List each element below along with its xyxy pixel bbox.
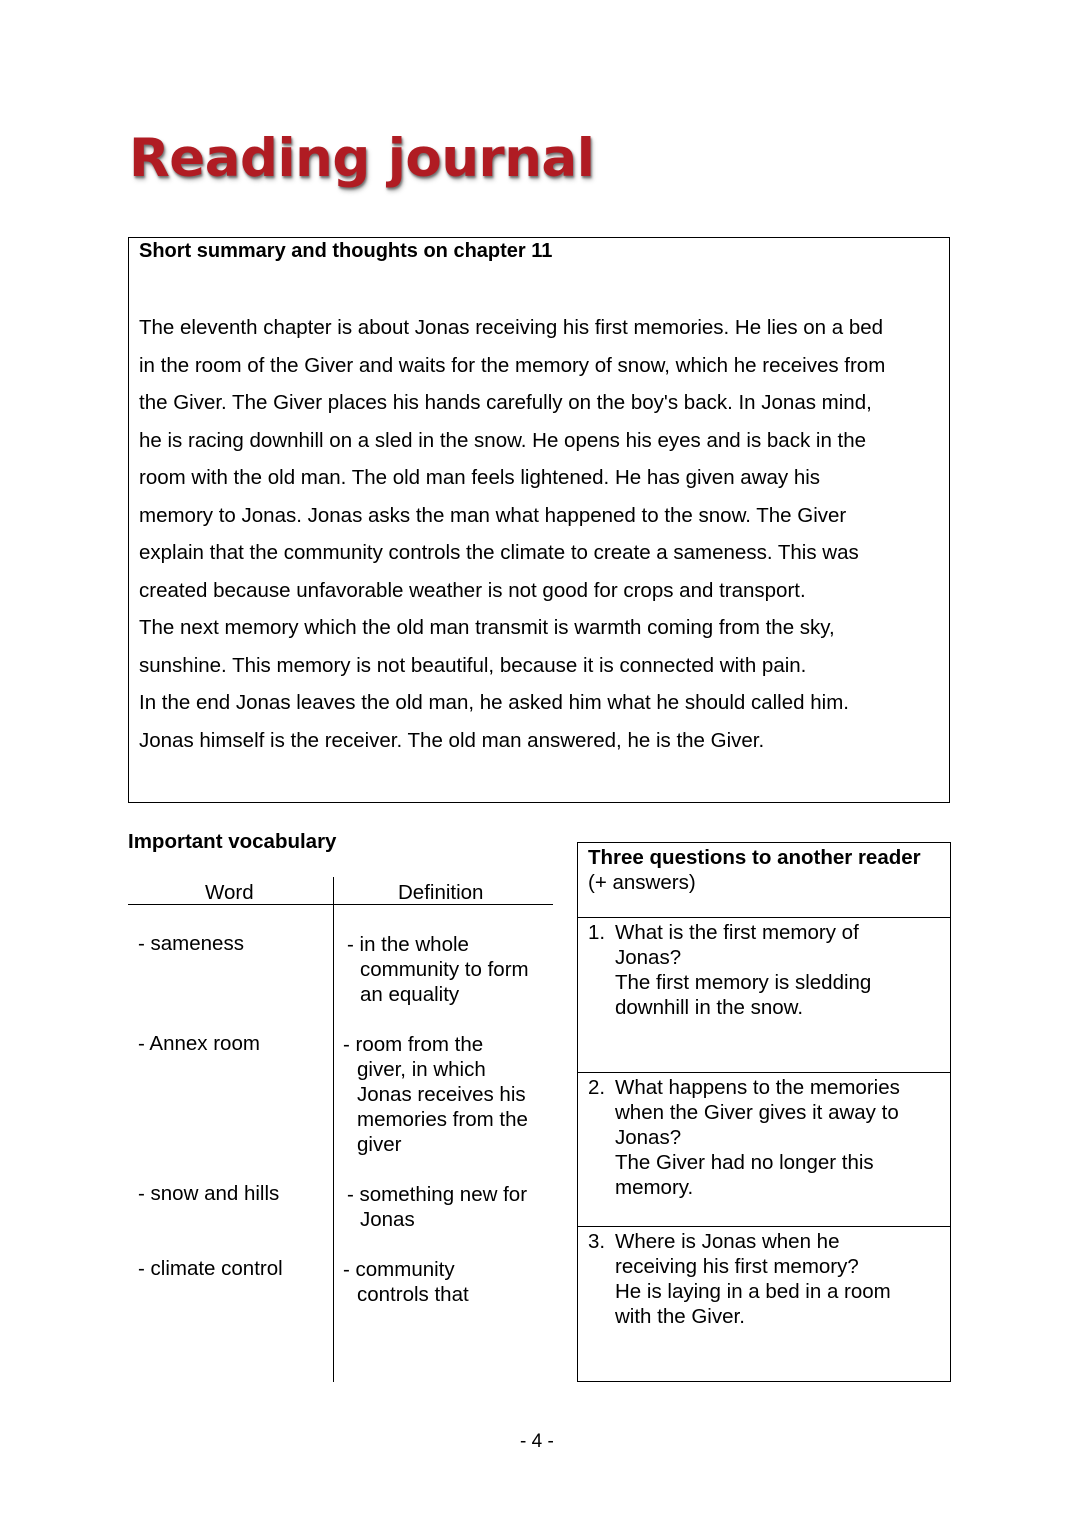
vocab-definition	[343, 1257, 469, 1307]
question-line: Where is Jonas when he	[615, 1230, 840, 1253]
questions-divider	[578, 917, 950, 918]
answer-line: The first memory is sledding	[615, 971, 872, 994]
vocab-definition	[347, 932, 529, 1007]
questions-heading	[588, 845, 921, 895]
summary-line: Jonas himself is the receiver. The old man answered, he is the Giver.	[139, 728, 765, 752]
questions-divider	[578, 1226, 950, 1227]
vocab-definition	[343, 1032, 528, 1157]
question-line: receiving his first memory?	[615, 1255, 859, 1278]
vocab-definition-line: - room from the	[343, 1033, 484, 1056]
vocab-definition-header: Definition	[398, 881, 484, 904]
summary-line: room with the old man. The old man feels lightened. He has given away his	[139, 466, 821, 489]
summary-line: The eleventh chapter is about Jonas receiving his first memories. He lies on a bed	[139, 316, 884, 339]
answer-line: The Giver had no longer this	[615, 1151, 874, 1174]
vocab-header-divider	[128, 904, 553, 905]
vocabulary-table	[128, 877, 553, 1382]
summary-text	[139, 309, 885, 759]
vocab-definition-line: community to form	[360, 958, 529, 981]
question-line: What is the first memory of	[615, 921, 859, 944]
questions-divider	[578, 1072, 950, 1073]
summary-line: explain that the community controls the climate to create a sameness. This was	[139, 541, 859, 564]
question-number: 2.	[588, 1076, 606, 1099]
question-line: What happens to the memories	[615, 1076, 900, 1099]
summary-line: created because unfavorable weather is not good for crops and transport.	[139, 578, 806, 602]
vocab-word: - snow and hills	[138, 1182, 280, 1205]
vocab-definition-line: an equality	[360, 983, 460, 1006]
vocab-definition-line: controls that	[357, 1283, 469, 1306]
vocab-definition-line: memories from the	[357, 1108, 528, 1131]
question-line: when the Giver gives it away to	[615, 1101, 899, 1124]
vocab-word: - sameness	[138, 932, 244, 955]
question-line: Jonas?	[615, 946, 682, 969]
page-number: - 4 -	[520, 1431, 554, 1452]
vocab-word: - Annex room	[138, 1032, 260, 1055]
vocab-definition-line: - community	[343, 1258, 455, 1281]
vocab-column-divider	[333, 877, 334, 1382]
answer-line: with the Giver.	[615, 1305, 745, 1328]
question-body	[615, 1075, 900, 1200]
vocab-definition-line: - in the whole	[347, 933, 469, 956]
questions-heading-subtitle: (+ answers)	[588, 871, 696, 894]
answer-line: downhill in the snow.	[615, 996, 804, 1019]
summary-heading: Short summary and thoughts on chapter 11	[139, 240, 553, 262]
question-body	[615, 920, 871, 1020]
summary-line: the Giver. The Giver places his hands carefully on the boy's back. In Jonas mind,	[139, 391, 872, 414]
answer-line: He is laying in a bed in a room	[615, 1280, 891, 1303]
answer-line: memory.	[615, 1176, 694, 1199]
summary-line: sunshine. This memory is not beautiful, because it is connected with pain.	[139, 653, 807, 677]
summary-box	[128, 237, 950, 803]
vocab-definition-line: giver	[357, 1133, 402, 1156]
vocab-word: - climate control	[138, 1257, 283, 1280]
question-body	[615, 1229, 891, 1329]
summary-line: memory to Jonas. Jonas asks the man what happened to the snow. The Giver	[139, 503, 847, 527]
summary-line: in the room of the Giver and waits for the memory of snow, which he receives from	[139, 353, 886, 377]
vocab-definition-line: giver, in which	[357, 1058, 486, 1081]
question-number: 3.	[588, 1230, 606, 1253]
question-number: 1.	[588, 921, 606, 944]
vocab-definition	[347, 1182, 527, 1232]
page-title: Reading journal	[129, 128, 595, 189]
question-line: Jonas?	[615, 1126, 682, 1149]
vocab-definition-line: - something new for	[347, 1183, 528, 1206]
summary-line: In the end Jonas leaves the old man, he asked him what he should called him.	[139, 691, 849, 714]
vocabulary-heading: Important vocabulary	[128, 830, 337, 853]
summary-line: he is racing downhill on a sled in the snow. He opens his eyes and is back in the	[139, 428, 867, 452]
vocab-definition-line: Jonas	[360, 1208, 415, 1231]
questions-box	[577, 842, 951, 1382]
vocab-word-header: Word	[205, 881, 254, 904]
summary-line: The next memory which the old man transmit is warmth coming from the sky,	[139, 616, 835, 639]
vocab-definition-line: Jonas receives his	[357, 1083, 526, 1106]
questions-heading-title: Three questions to another reader	[588, 846, 921, 869]
